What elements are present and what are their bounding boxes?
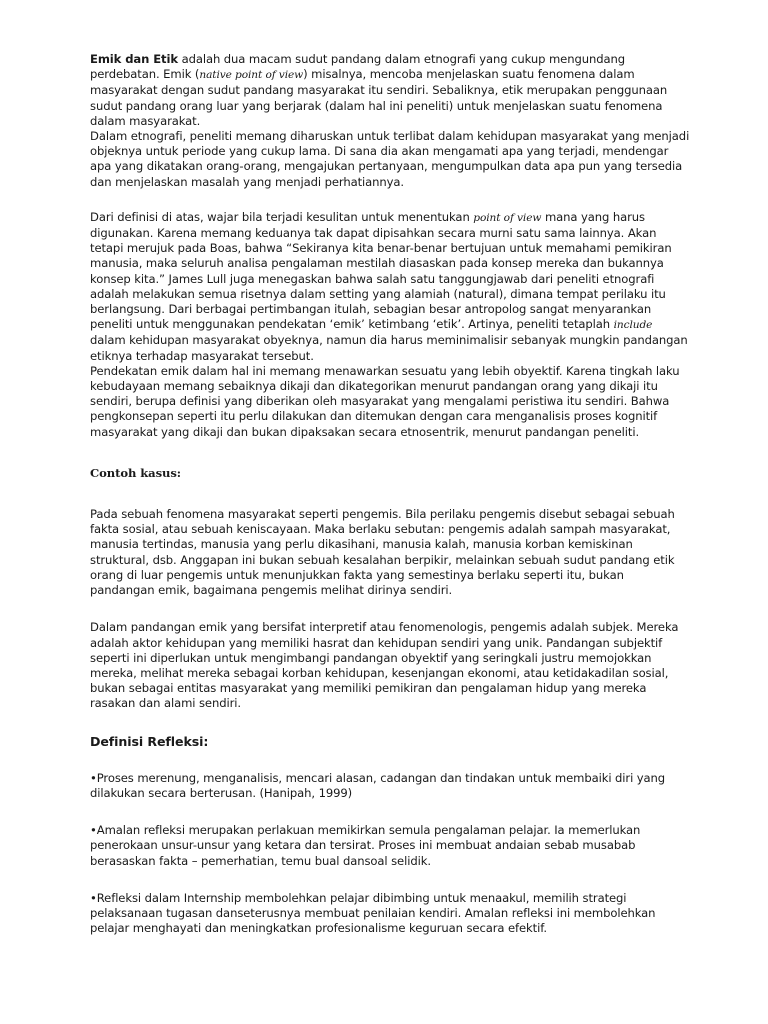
paragraph-emik-etik-intro [90,52,690,129]
text-segment: adalah dua macam sudut pandang dalam etnografi yang cukup mengundang perdebatan. Emik ( [90,52,625,82]
paragraph-pengemis-etik: Pada sebuah fenomena masyarakat seperti pengemis. Bila perilaku pengemis disebut sebagai sebuah fakta sosial, atau sebuah keniscayaan. Maka berlaku sebutan: pengemis adalah sampah masyarakat, manusia tertindas, manusia yang perlu dikasihani, manusia kalah, manusia korban kemiskinan struktural, dsb. Anggapan ini bukan sebuah kesalahan berpikir, melainkan sebuah sudut pandang etik orang di luar pengemis untuk menunjukkan fakta yang semestinya berlaku seperti itu, bukan pandangan emik, bagaimana pengemis melihat dirinya sendiri. [90,507,675,598]
bullet-item-2: •Amalan refleksi merupakan perlakuan memikirkan semula pengalaman pelajar. Ia memerlukan penerokaan unsur-unsur yang ketara dan tersirat. Proses ini membuat andaian sebab musabab berasaskan fakta – pemerhatian, temu bual dansoal selidik. [90,823,641,868]
spacer [90,869,690,891]
paragraph-point-of-view [90,210,690,364]
text-segment: dalam kehidupan masyarakat obyeknya, namun dia harus meminimalisir sebanyak mungkin pandangan etiknya terhadap masyarakat tersebut. [90,333,688,363]
text-segment: ) misalnya, mencoba menjelaskan suatu fenomena dalam masyarakat dengan sudut pandang masyarakat itu sendiri. Sebaliknya, etik merupakan penggunaan sudut pandang orang luar yang berjarak (dalam hal ini peneliti) untuk menjelaskan suatu fenomena dalam masyarakat. [90,67,668,128]
spacer [90,440,690,466]
spacer [90,190,690,210]
spacer [90,801,690,823]
spacer [90,712,690,734]
italic-term: native point of view [199,69,304,82]
spacer [90,749,690,771]
spacer [90,481,690,507]
document-page [90,52,690,936]
heading-definisi-refleksi: Definisi Refleksi: [90,733,209,749]
heading-contoh-kasus: Contoh kasus: [90,465,181,480]
paragraph-pengemis-emik: Dalam pandangan emik yang bersifat interpretif atau fenomenologis, pengemis adalah subjek. Mereka adalah aktor kehidupan yang memiliki hasrat dan kehidupan sendiri yang unik. Pandangan subjektif seperti ini diperlukan untuk mengimbangi pandangan obyektif yang seringkali justru memojokkan mereka, melihat mereka sebagai korban kehidupan, kesenjangan ekonomi, atau ketidakadilan sosial, bukan sebagai entitas masyarakat yang memiliki pemikiran dan pengalaman hidup yang mereka rasakan dan alami sendiri. [90,620,679,711]
bullet-item-3: •Refleksi dalam Internship membolehkan pelajar dibimbing untuk menaakul, memilih strategi pelaksanaan tugasan danseterusnya membuat penilaian kendiri. Amalan refleksi ini membolehkan pelajar menghayati dan meningkatkan profesionalisme keguruan secara efektif. [90,890,656,936]
text-segment: mana yang harus digunakan. Karena memang keduanya tak dapat dipisahkan secara murni satu sama lainnya. Akan tetapi merujuk pada Boas, bahwa “Sekiranya kita benar-benar bertujuan untuk memahami pemikiran manusia, maka seluruh analisa pengalaman mestilah diasaskan pada konsep mereka dan bukannya konsep kita.” James Lull juga menegaskan bahwa salah satu tanggungjawab dari peneliti etnografi adalah melakukan semua risetnya dalam setting yang alamiah (natural), dimana tempat perilaku itu berlangsung. Dari berbagai pertimbangan itulah, sebagian besar antropolog sangat menyarankan peneliti untuk menggunakan pendekatan ‘emik’ ketimbang ‘etik’. Artinya, peneliti tetaplah [90,209,672,332]
bullet-item-1: •Proses merenung, menganalisis, mencari alasan, cadangan dan tindakan untuk membaiki diri yang dilakukan secara berterusan. (Hanipah, 1999) [90,770,666,800]
italic-term: include [613,319,653,332]
italic-term: point of view [473,211,542,224]
text-segment: Dari definisi di atas, wajar bila terjadi kesulitan untuk menentukan [90,209,474,224]
spacer [90,598,690,620]
paragraph-pendekatan-emik: Pendekatan emik dalam hal ini memang menawarkan sesuatu yang lebih obyektif. Karena tingkah laku kebudayaan memang sebaiknya dikaji dan dikategorikan menurut pandangan orang yang dikaji itu sendiri, berupa definisi yang diberikan oleh masyarakat yang mengalami peristiwa itu sendiri. Bahwa pengkonsepan seperti itu perlu dilakukan dan ditemukan dengan cara menganalisis proses kognitif masyarakat yang dikaji dan bukan dipaksakan secara etnosentrik, menurut pandangan peneliti. [90,363,680,439]
term-emik-dan-etik: Emik dan Etik [90,52,178,66]
paragraph-etnografi: Dalam etnografi, peneliti memang diharuskan untuk terlibat dalam kehidupan masyarakat yang menjadi objeknya untuk periode yang cukup lama. Di sana dia akan mengamati apa yang terjadi, mendengar apa yang dikatakan orang-orang, mengajukan pertanyaan, mengumpulkan data apa pun yang tersedia dan menjelaskan masalah yang menjadi perhatiannya. [90,129,690,189]
